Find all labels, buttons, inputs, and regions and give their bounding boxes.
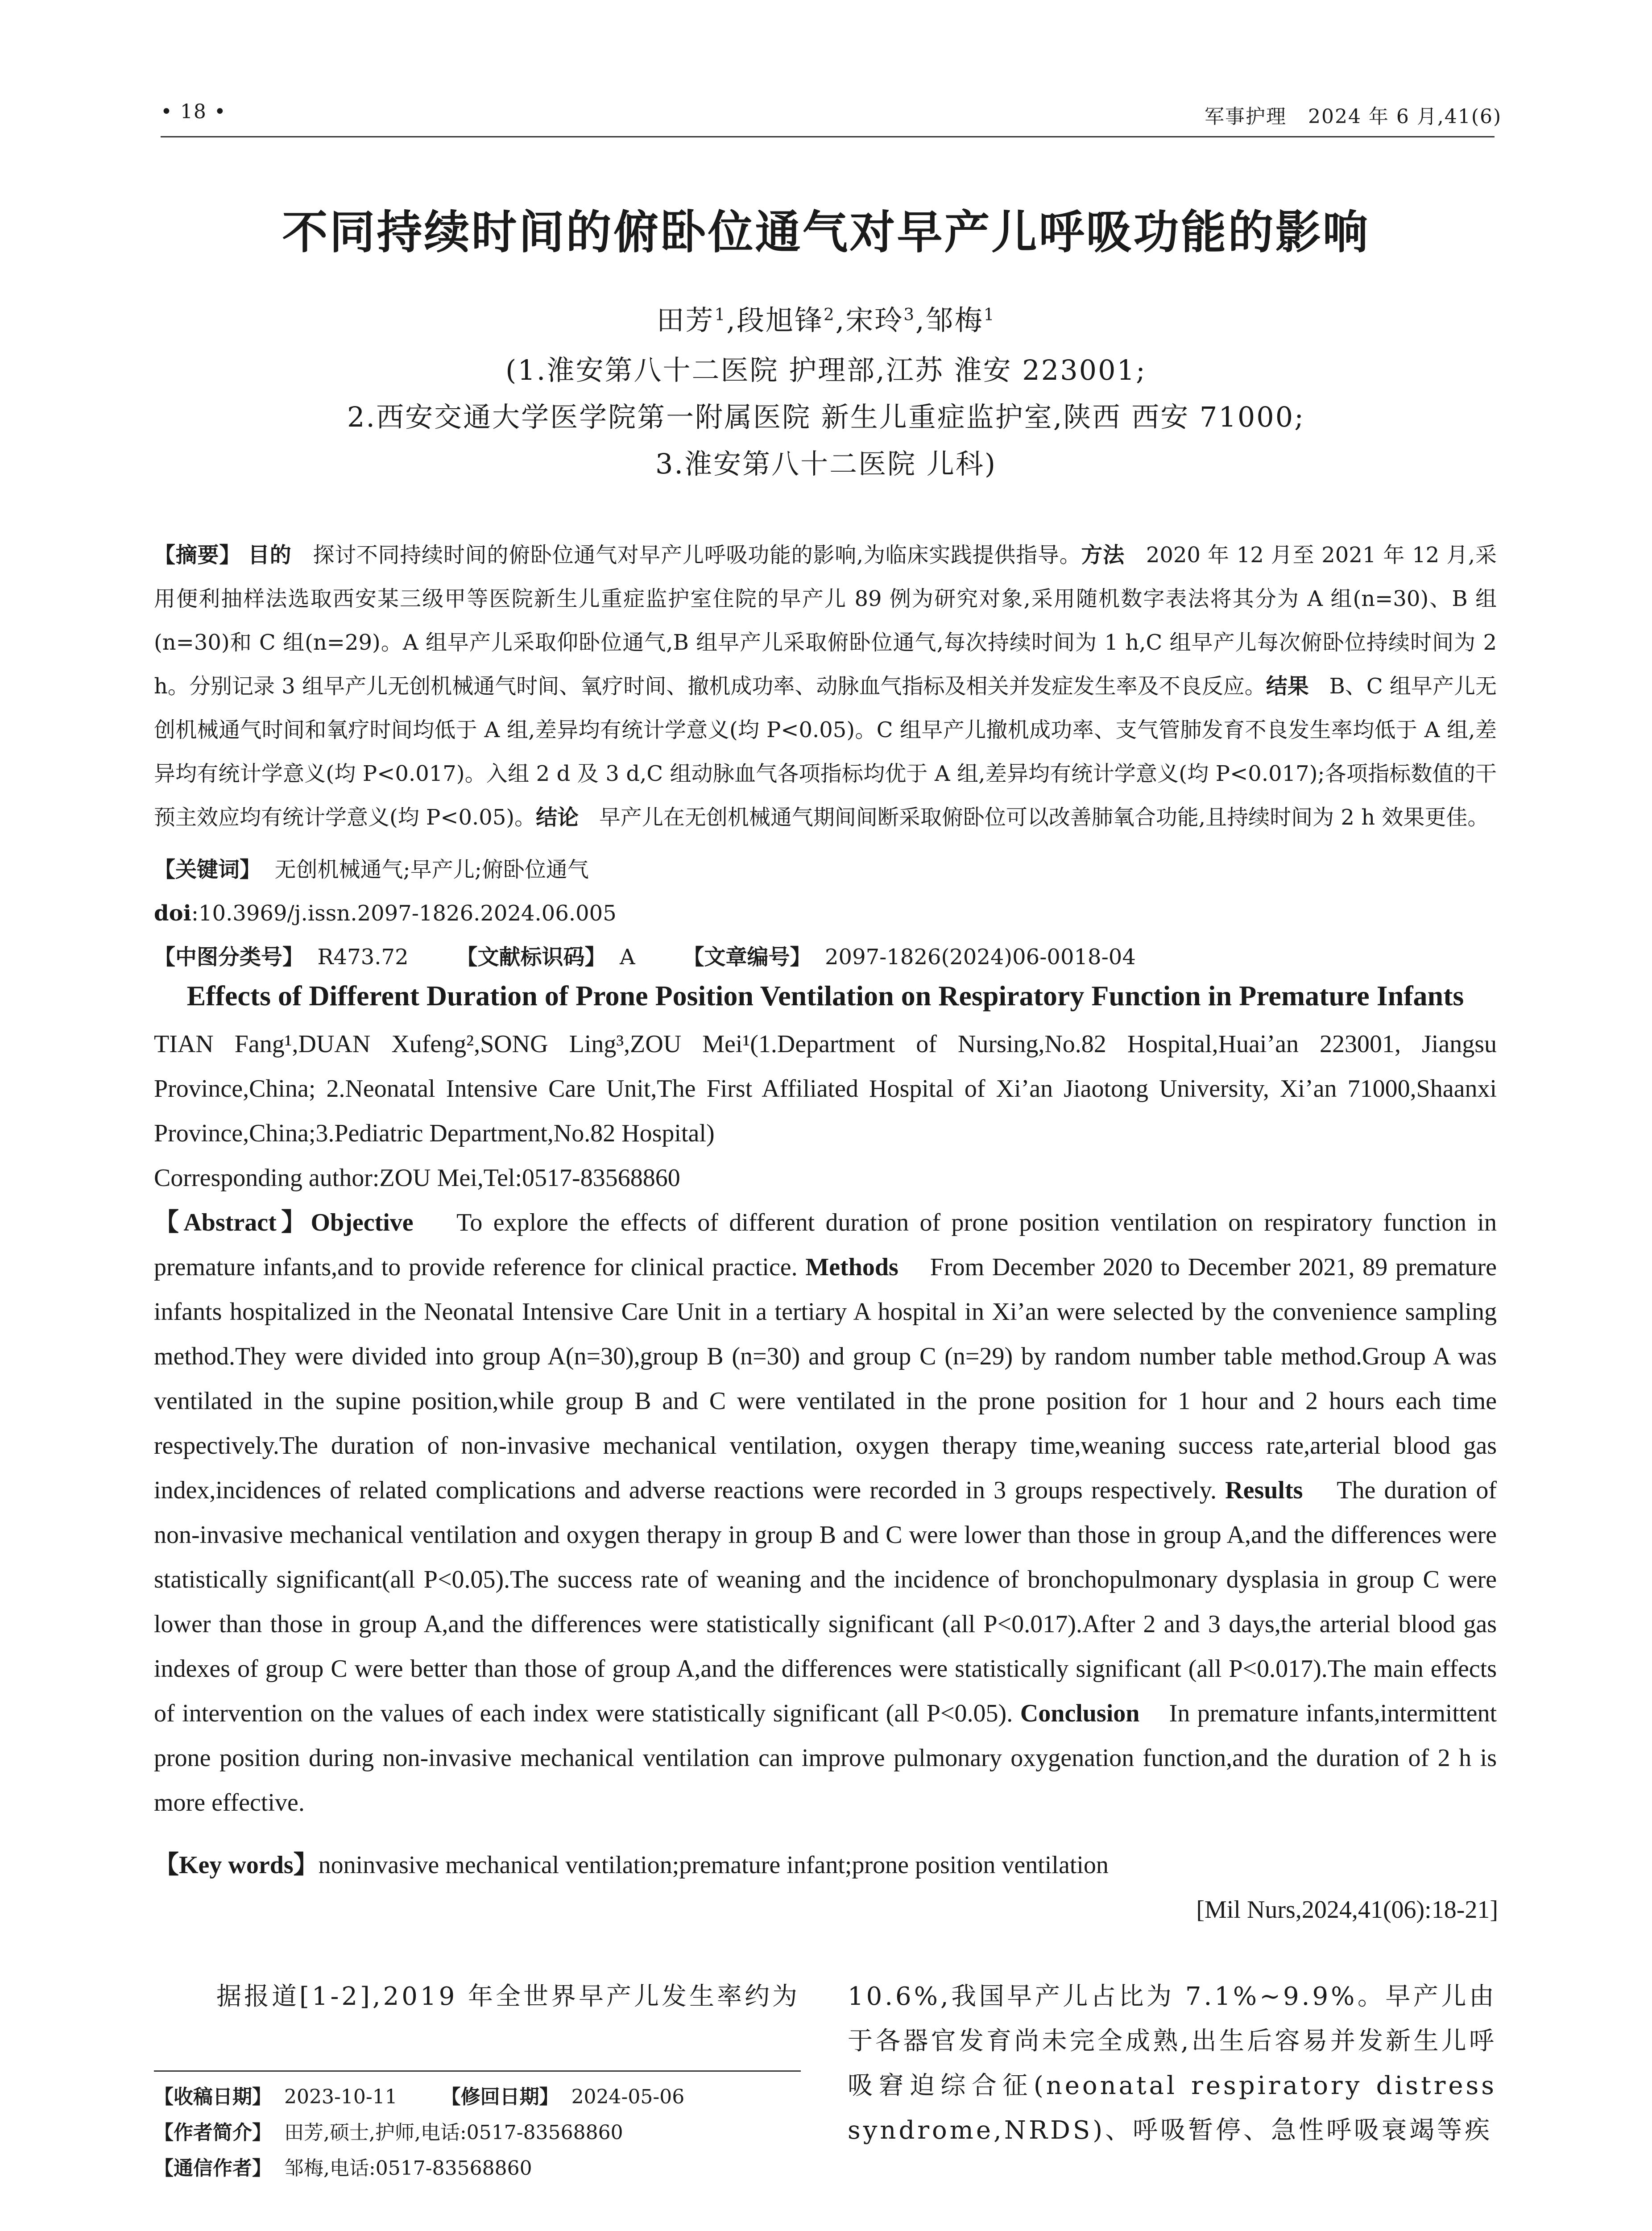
author-name: 段旭锋 — [736, 304, 824, 336]
classification-line — [154, 935, 1497, 979]
doi-line — [154, 892, 1497, 935]
doc-label: 【文献标识码】 — [456, 945, 606, 970]
conclusion-en-text: In premature infants,intermittent prone position during non-invasive mechanical ventilation can improve pulmonary oxygenation function,and the duration of 2 h is more effective. — [154, 1700, 1497, 1816]
journal-name: 军事护理 — [1205, 105, 1287, 128]
doi-text: :10.3969/j.issn.2097-1826.2024.06.005 — [191, 901, 617, 926]
objective-label: 目的 — [248, 543, 292, 568]
author-sup: 1 — [983, 304, 996, 324]
abstract-en-label: 【Abstract】 — [154, 1209, 311, 1236]
abstract-en — [154, 1200, 1497, 1825]
received-label: 【收稿日期】 — [154, 2086, 272, 2108]
results-en-label: Results — [1225, 1476, 1303, 1504]
corresponding-author: Corresponding author:ZOU Mei,Tel:0517-83568860 — [154, 1164, 680, 1192]
corr-label: 【通信作者】 — [154, 2157, 272, 2180]
doi-label: doi — [154, 901, 191, 926]
body-left-paragraph: 据报道[1-2],2019 年全世界早产儿发生率约为 — [216, 1982, 800, 2011]
footnote-corresponding — [154, 2151, 532, 2186]
body-right-paragraph: 10.6%,我国早产儿占比为 7.1%~9.9%。早产儿由于各器官发育尚未完全成熟,出生后容易并发新生儿呼吸窘迫综合征(neonatal respiratory distress syndrome,NRDS)、呼吸暂停、急性呼吸衰竭等疾 — [848, 1982, 1497, 2145]
keywords-en-label: 【Key words】 — [154, 1851, 319, 1879]
paper-title: 不同持续时间的俯卧位通气对早产儿呼吸功能的影响 — [282, 206, 1370, 259]
revised-label: 【修回日期】 — [441, 2086, 559, 2108]
journal-issue: 2024 年 6 月,41(6) — [1308, 105, 1502, 128]
received-date: 2023-10-11 — [284, 2086, 397, 2108]
footnote-rule — [154, 2070, 801, 2072]
objective-text: 探讨不同持续时间的俯卧位通气对早产儿呼吸功能的影响,为临床实践提供指导。 — [313, 543, 1081, 568]
objective-en-text: To explore the effects of different duration of prone position ventilation on respiratory function in premature infants,and to provide reference for clinical practice. — [154, 1209, 1497, 1281]
abstract-label: 【摘要】 — [154, 543, 241, 568]
header-rule — [161, 136, 1495, 137]
author-info: 田芳,硕士,护师,电话:0517-83568860 — [284, 2121, 623, 2144]
author-sup: 2 — [823, 304, 836, 324]
methods-label: 方法 — [1081, 543, 1125, 568]
running-header — [1205, 100, 1502, 129]
results-label: 结果 — [1266, 674, 1309, 699]
corr-info: 邹梅,电话:0517-83568860 — [284, 2157, 532, 2180]
methods-en-text: From December 2020 to December 2021, 89 premature infants hospitalized in the Neonatal Intensive Care Unit in a tertiary A hospital in Xi’an were selected by the convenience sampling method.They were divided into group A(n=30),group B (n=30) and group C (n=29) by random number table method.Group A was ventilated in the supine position,while group B and C were ventilated in the prone position for 1 hour and 2 hours each time respectively.The duration of non-invasive mechanical ventilation, oxygen therapy time,weaning success rate,arterial blood gas index,incidences of related complications and adverse reactions were recorded in 3 groups respectively. — [154, 1253, 1497, 1504]
methods-en-label: Methods — [805, 1253, 898, 1281]
clc-label: 【中图分类号】 — [154, 945, 304, 970]
english-authors: TIAN Fang¹,DUAN Xufeng²,SONG Ling³,ZOU Mei¹(1.Department of Nursing,No.82 Hospital,Huai’an 223001, Jiangsu Province,China; 2.Neonatal Intensive Care Unit,The First Affiliated Hospital of Xi’an Jiaotong University, Xi’an 71000,Shaanxi Province,China;3.Pediatric Department,No.82 Hospital) — [154, 1030, 1497, 1147]
objective-en-label: Objective — [311, 1209, 414, 1236]
affiliation-2: 2.西安交通大学医学院第一附属医院 新生儿重症监护室,陕西 西安 71000; — [347, 401, 1305, 433]
keywords-en — [154, 1843, 1497, 1887]
doc-value: A — [619, 945, 635, 970]
article-value: 2097-1826(2024)06-0018-04 — [824, 945, 1136, 970]
article-label: 【文章编号】 — [683, 945, 812, 970]
footnote-dates — [154, 2079, 684, 2115]
conclusion-en-label: Conclusion — [1020, 1700, 1140, 1727]
abstract-cn — [154, 533, 1497, 839]
keywords-en-text: noninvasive mechanical ventilation;premature infant;prone position ventilation — [318, 1851, 1109, 1879]
author-sup: 1 — [714, 304, 727, 324]
english-title: Effects of Different Duration of Prone Position Ventilation on Respiratory Function in Premature Infants — [186, 980, 1464, 1012]
affiliation-3: 3.淮安第八十二医院 儿科) — [655, 448, 997, 480]
author-sup: 3 — [903, 304, 916, 324]
results-text: B、C 组早产儿无创机械通气时间和氧疗时间均低于 A 组,差异均有统计学意义(均 P<0.05)。C 组早产儿撤机成功率、支气管肺发育不良发生率均低于 A 组,差异均有统计学意义(均 P<0.017)。入组 2 d 及 3 d,C 组动脉血气各项指标均优于 A 组,差异均有统计学意义(均 P<0.017);各项指标数值的干预主效应均有统计学意义(均 P<0.05)。 — [154, 674, 1497, 830]
author-name: 邹梅 — [925, 304, 984, 336]
keywords-label: 【关键词】 — [154, 857, 261, 882]
conclusion-text: 早产儿在无创机械通气期间间断采取俯卧位可以改善肺氧合功能,且持续时间为 2 h 效果更佳。 — [599, 805, 1489, 830]
conclusion-label: 结论 — [536, 805, 579, 830]
author-info-label: 【作者简介】 — [154, 2121, 272, 2144]
methods-text: 2020 年 12 月至 2021 年 12 月,采用便利抽样法选取西安某三级甲等医院新生儿重症监护室住院的早产儿 89 例为研究对象,采用随机数字表法将其分为 A 组(n=30)、B 组(n=30)和 C 组(n=29)。A 组早产儿采取仰卧位通气,B 组早产儿采取俯卧位通气,每次持续时间为 1 h,C 组早产儿每次俯卧位持续时间为 2 h。分别记录 3 组早产儿无创机械通气时间、氧疗时间、撤机成功率、动脉血气指标及相关并发症发生率及不良反应。 — [154, 543, 1497, 699]
citation: [Mil Nurs,2024,41(06):18-21] — [1196, 1896, 1498, 1924]
author-name: 宋玲 — [845, 304, 904, 336]
results-en-text: The duration of non-invasive mechanical ventilation and oxygen therapy in group B and C were lower than those in group A,and the differences were statistically significant(all P<0.05).The success rate of weaning and the incidence of bronchopulmonary dysplasia in group C were lower than those in group A,and the differences were statistically significant (all P<0.017).After 2 and 3 days,the arterial blood gas indexes of group C were better than those of group A,and the differences were statistically significant (all P<0.017).The main effects of intervention on the values of each index were statistically significant (all P<0.05). — [154, 1476, 1497, 1727]
footnote-author — [154, 2115, 623, 2151]
keywords-cn — [154, 848, 1497, 892]
page-number: • 18 • — [161, 100, 227, 123]
revised-date: 2024-05-06 — [571, 2086, 685, 2108]
author-name: 田芳 — [656, 304, 715, 336]
clc-value: R473.72 — [317, 945, 409, 970]
affiliation-1: (1.淮安第八十二医院 护理部,江苏 淮安 223001; — [505, 354, 1147, 386]
author-list: 田芳$^1$,段旭锋$^2$,宋玲$^3$,邹梅$^1$ — [656, 304, 996, 336]
keywords-text: 无创机械通气;早产儿;俯卧位通气 — [274, 857, 589, 882]
